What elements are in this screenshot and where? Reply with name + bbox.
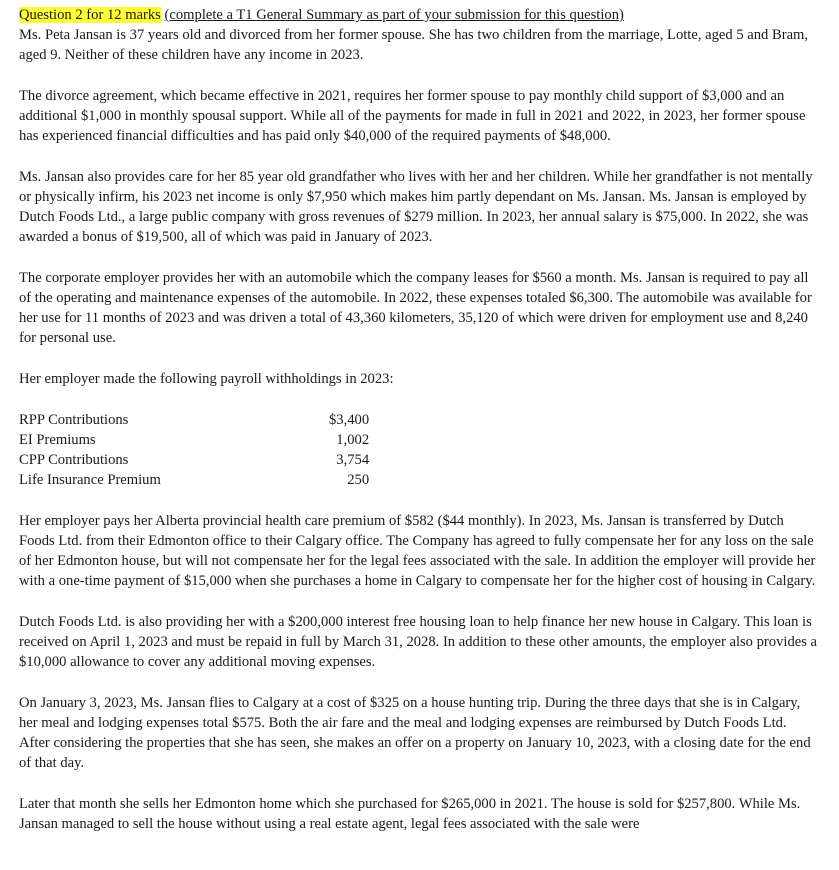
table-row [19, 470, 369, 490]
employment-paragraph: Ms. Jansan also provides care for her 85 year old grandfather who lives with her and her children. While her grandfather is not mentally or physically infirm, his 2023 net income is only $7,950 which makes him partly dependant on Ms. Jansan. Ms. Jansan is employed by Dutch Foods Ltd., a large public company with gross revenues of $279 million. In 2023, her annual salary is $75,000. In 2022, she was awarded a bonus of $19,500, all of which was paid in January of 2023. [19, 169, 813, 245]
housing-loan-paragraph: Dutch Foods Ltd. is also providing her with a $200,000 interest free housing loan to help finance her new house in Calgary. This loan is received on April 1, 2023 and must be repaid in full by March 31, 2028. In addition to these other amounts, the employer also provides a $10,000 allowance to cover any additional moving expenses. [19, 614, 818, 670]
house-sale-paragraph: Later that month she sells her Edmonton home which she purchased for $265,000 in 2021. The house is sold for $257,800. While Ms. Jansan managed to sell the house without using a real estate agent, legal fees associated with the sale were [19, 796, 801, 832]
intro-paragraph: Ms. Peta Jansan is 37 years old and divorced from her former spouse. She has two children from the marriage, Lotte, aged 5 and Bram, aged 9. Neither of these children have any income in 2023. [19, 27, 809, 63]
withholding-label: RPP Contributions [19, 412, 129, 428]
withholdings-table [19, 410, 369, 490]
withholdings-intro: Her employer made the following payroll withholdings in 2023: [19, 371, 394, 387]
table-row [19, 450, 369, 470]
withholding-amount: 3,754 [336, 452, 370, 468]
house-hunting-paragraph: On January 3, 2023, Ms. Jansan flies to Calgary at a cost of $325 on a house hunting trip. During the three days that she is in Calgary, her meal and lodging expenses total $575. Both the air fare and the meal and lodging expenses are reimbursed by Dutch Foods Ltd. After considering the properties that she has seen, she makes an offer on a property on January 10, 2023, with a closing date for the end of that day. [19, 695, 811, 771]
health-transfer-paragraph: Her employer pays her Alberta provincial health care premium of $582 ($44 monthly). In 2023, Ms. Jansan is transferred by Dutch Foods Ltd. from their Edmonton office to their Calgary office. The Company has agreed to fully compensate her for any loss on the sale of her Edmonton house, but will not compensate her for the legal fees associated with the sale. In addition the employer will provide her with a one-time payment of $15,000 when she purchases a home in Calgary to compensate her for the higher cost of housing in Calgary. [19, 513, 816, 589]
document-page [19, 5, 819, 834]
table-row [19, 410, 369, 430]
table-row [19, 430, 369, 450]
divorce-paragraph: The divorce agreement, which became effective in 2021, requires her former spouse to pay monthly child support of $3,000 and an additional $1,000 in monthly spousal support. While all of the payments for made in full in 2021 and 2022, in 2023, her former spouse has experienced financial difficulties and has paid only $40,000 of the required payments of $48,000. [19, 88, 806, 144]
withholding-label: Life Insurance Premium [19, 472, 161, 488]
withholding-label: CPP Contributions [19, 452, 129, 468]
withholding-label: EI Premiums [19, 432, 96, 448]
question-heading [19, 5, 819, 25]
withholding-amount: $3,400 [329, 412, 370, 428]
question-marks-highlight: Question 2 for 12 marks [19, 7, 161, 23]
automobile-paragraph: The corporate employer provides her with an automobile which the company leases for $560 a month. Ms. Jansan is required to pay all of the operating and maintenance expenses of the automobile. In 2022, these expenses totaled $6,300. The automobile was available for her use for 11 months of 2023 and was driven a total of 43,360 kilometers, 35,120 of which were driven for employment use and 8,240 for personal use. [19, 270, 812, 346]
withholding-amount: 250 [347, 472, 370, 488]
question-instruction: (complete a T1 General Summary as part of your submission for this question) [164, 7, 624, 23]
withholding-amount: 1,002 [336, 432, 370, 448]
